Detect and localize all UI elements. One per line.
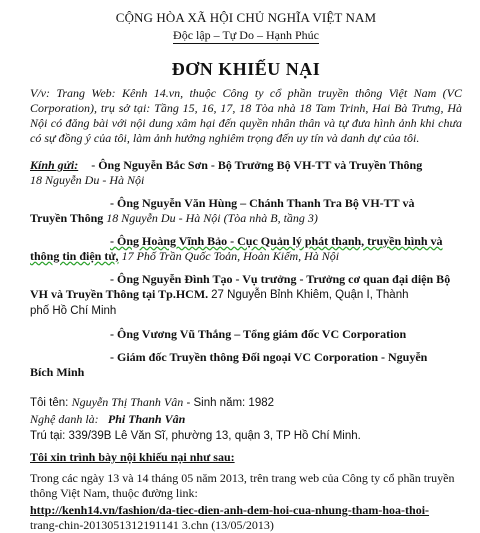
recipient-1 [30,158,462,188]
recipient-2-address: 18 Nguyễn Du - Hà Nội (Tòa nhà B, tầng 3) [106,211,318,225]
recipient-2 [30,196,462,226]
motto-text: Độc lập – Tự Do – Hạnh Phúc [173,28,319,42]
nation-header: CỘNG HÒA XÃ HỘI CHỦ NGHĨA VIỆT NAM [115,10,377,25]
stage-name-label: Nghệ danh là: [30,412,99,426]
stage-name-line [30,411,462,428]
recipient-4-address-2: phố Hồ Chí Minh [30,305,117,317]
recipient-6-name-b: Bích Minh [30,365,85,379]
stage-name-value: Phi Thanh Vân [107,412,186,426]
recipient-5-name: - Ông Vương Vũ Thắng – Tổng giám đốc VC Corporation [110,327,407,341]
address-line: Trú tại: 339/39B Lê Văn Sĩ, phường 13, quận 3, TP Hồ Chí Minh. [30,430,361,442]
recipient-6-name-a: - Giám đốc Truyền thông Đối ngoại VC Corporation - Nguyễn [110,350,428,364]
article-link-continued[interactable]: trang-chin-2013051312191141 3.chn (13/05/2013) [30,518,274,532]
recipient-5 [30,327,462,342]
recipient-6 [30,350,462,380]
recipient-4-name-b: VH và Truyền Thông tại Tp.HCM. [30,287,209,301]
recipient-3-name-a: - Ông Hoàng Vĩnh Bảo - Cục Quản lý phát thanh, truyền hình và [110,234,443,248]
recipient-4-address: 27 Nguyễn Bỉnh Khiêm, Quận I, Thành [211,289,409,301]
recipient-2-name-b: Truyền Thông [30,211,104,225]
birth-year: - Sinh năm: 1982 [186,397,275,409]
recipient-3-name-b: thông tin điện tử, [30,249,119,263]
kinh-gui-label: Kính gửi: [30,158,79,172]
recipient-1-name: - Ông Nguyễn Bắc Sơn - Bộ Trưởng Bộ VH-TT và Truyền Thông [91,158,423,172]
document-page [0,10,480,532]
recipient-3-address: 17 Phố Trần Quốc Toản, Hoàn Kiếm, Hà Nội [121,249,340,263]
recipient-3 [30,234,462,264]
motto [30,28,462,43]
document-title: ĐƠN KHIẾU NẠI [171,59,321,79]
name-value: Nguyễn Thị Thanh Vân [71,395,184,409]
recipient-4-name-a: - Ông Nguyễn Đình Tạo - Vụ trưởng - Trưởng cơ quan đại diện Bộ [110,272,451,286]
name-line [30,394,462,411]
name-label: Tôi tên: [30,397,69,409]
subject-paragraph: V/v: Trang Web: Kênh 14.vn, thuộc Công ty cổ phần truyền thông Việt Nam (VC Corporation), trụ sở tại: Tầng 15, 16, 17, 18 Tòa nhà 18 Tam Trinh, Hai Bà Trưng, Hà Nội có đăng bài với nội dung xâm hại đến quyền nhân thân và tự đưa hình ảnh khi chưa có sự đồng ý của tôi, làm ảnh hưởng nghiêm trọng đến uy tín và danh dự của tôi. [30,86,462,145]
body-paragraph: Trong các ngày 13 và 14 tháng 05 năm 2013, trên trang web của Công ty cổ phần truyền thông Việt Nam, thuộc đường link: [30,471,455,500]
recipients-block [30,158,462,380]
recipient-2-name-a: - Ông Nguyễn Văn Hùng – Chánh Thanh Tra Bộ VH-TT và [110,196,415,210]
complainant-info [30,394,462,444]
recipient-4 [30,272,462,319]
section-heading: Tôi xin trình bày nội khiếu nại như sau: [30,450,235,464]
article-link[interactable]: http://kenh14.vn/fashion/da-tiec-dien-anh-dem-hoi-cua-nhung-tham-hoa-thoi- [30,503,430,517]
recipient-1-address: 18 Nguyễn Du - Hà Nội [30,173,145,187]
